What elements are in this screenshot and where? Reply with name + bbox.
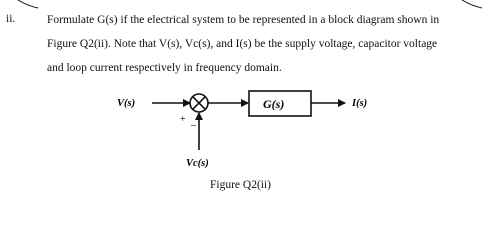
output-label: I(s) [352, 98, 368, 109]
minus-sign: – [191, 120, 196, 131]
summing-junction [190, 94, 208, 112]
question-line-1: Formulate G(s) if the electrical system to be represented in a block diagram shown in [47, 14, 440, 26]
question-line-2: Figure Q2(ii). Note that V(s), Vc(s), and I(s) be the supply voltage, capacitor voltage [47, 38, 438, 50]
block-label: G(s) [263, 97, 285, 111]
plus-sign: + [180, 114, 186, 125]
input-label: V(s) [117, 98, 136, 109]
feedback-label: Vc(s) [186, 158, 209, 169]
question-number: ii. [6, 13, 16, 25]
question-line-3: and loop current respectively in frequency domain. [47, 62, 282, 74]
figure-caption: Figure Q2(ii) [210, 179, 272, 191]
